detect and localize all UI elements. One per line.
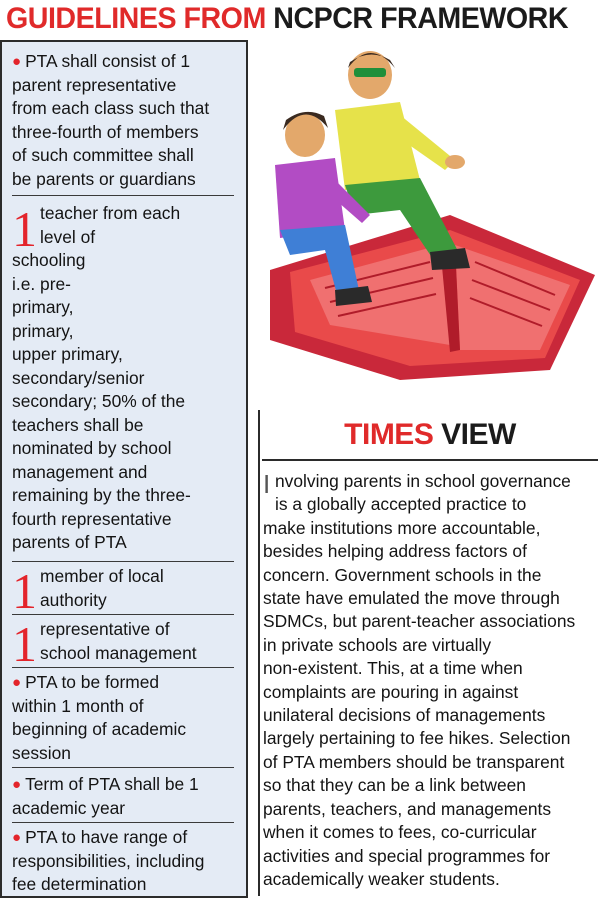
divider: [12, 822, 234, 823]
local-authority-count: 1: [12, 563, 37, 619]
divider: [12, 561, 234, 562]
teacher-details: schooling i.e. pre- primary, primary, upper primary, secondary/senior secondary; 50% of the teachers shall be nominated by school management and remaining by the three- fourth representative parents of PTA: [12, 250, 191, 552]
times-view-article: I nvolving parents in school governance is a globally accepted practice to make institutions more accountable, besides helping address factors of concern. Government schools in the state have emulated the move through SDMCs, but parent-teacher associations in private schools are virtually non-existent. This, at a time when complaints are pouring in against unilateral decisions of managements largely pertaining to fee hikes. Selection of PTA members should be transparent so that they can be a link between parents, teachers, and managements when it comes to fees, co-curricular activities and special programmes for academically weaker students.: [263, 469, 576, 889]
book-illustration: [250, 40, 600, 395]
teacher-count: 1: [12, 201, 37, 257]
drop-cap: I: [263, 469, 271, 499]
local-authority-text: member of local authority: [40, 566, 164, 610]
bullet-dot-icon: ●: [12, 53, 22, 70]
divider: [12, 195, 234, 196]
page-title: [6, 2, 580, 40]
guideline-bullet-3: ● Term of PTA shall be 1 academic year: [12, 774, 199, 818]
school-management-text: representative of school management: [40, 619, 197, 663]
school-management-count: 1: [12, 616, 37, 672]
bullet-dot-icon: ●: [12, 776, 22, 793]
bullet-dot-icon: ●: [12, 829, 22, 846]
guideline-bullet-1: ● PTA shall consist of 1 parent representative from each class such that three-fourth of members of such committee shall be parents or guardians: [12, 51, 210, 189]
times-view-heading: TIMES VIEW: [344, 418, 516, 451]
heading-underline: [262, 459, 598, 461]
title-part1: GUIDELINES FROM: [6, 2, 266, 35]
guideline-bullet-2: ● PTA to be formed within 1 month of beginning of academic session: [12, 672, 187, 763]
divider: [12, 767, 234, 768]
guideline-bullet-4: ● PTA to have range of responsibilities, including fee determination: [12, 827, 205, 894]
column-divider: [258, 410, 260, 896]
bullet-dot-icon: ●: [12, 674, 22, 691]
teacher-heading: teacher from each level of: [40, 203, 181, 247]
divider: [12, 667, 234, 668]
title-part2: NCPCR FRAMEWORK: [273, 2, 569, 35]
divider: [12, 614, 234, 615]
